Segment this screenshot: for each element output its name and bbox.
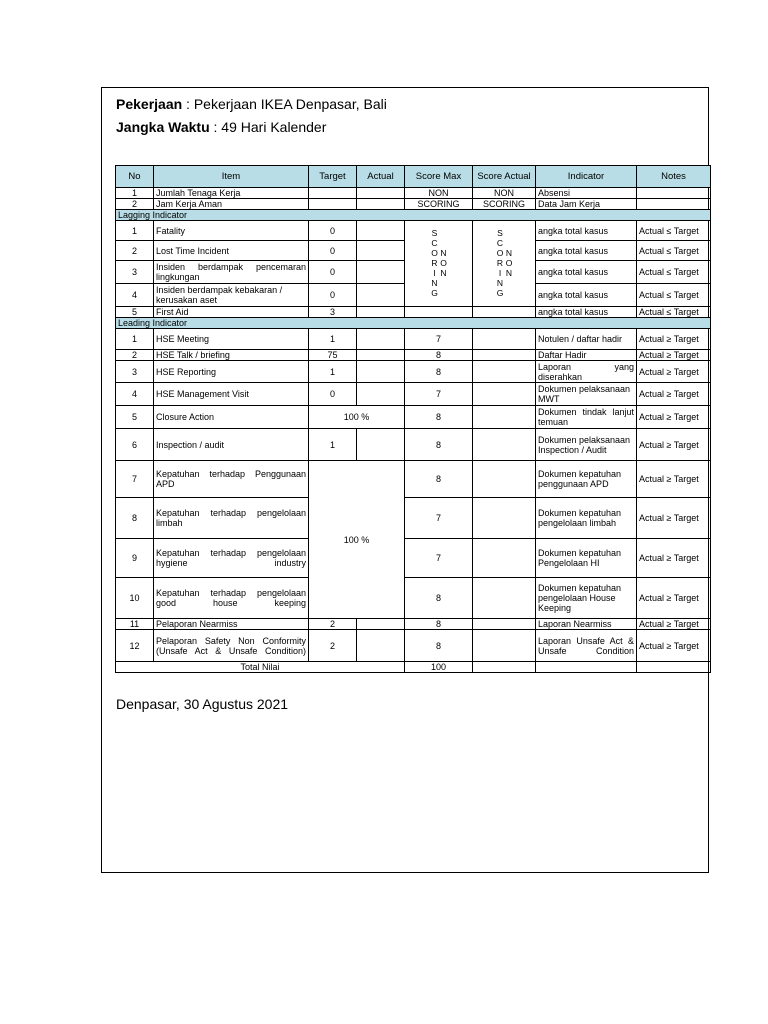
pekerjaan-value: : Pekerjaan IKEA Denpasar, Bali: [182, 96, 387, 112]
cell-indicator: Daftar Hadir: [536, 350, 637, 361]
cell-no: 1: [116, 329, 154, 350]
cell-actual: [357, 350, 405, 361]
cell-notes: Actual ≥ Target: [637, 429, 711, 461]
cell-item: Insiden berdampak pencemaran lingkungan: [154, 261, 309, 284]
section-row-leading: [116, 318, 711, 329]
section-title: Leading Indicator: [116, 318, 711, 329]
cell-item: HSE Meeting: [154, 329, 309, 350]
pekerjaan-line: [116, 96, 387, 112]
cell-score-actual: [473, 350, 536, 361]
cell-no: 5: [116, 307, 154, 318]
col-header-item: Item: [154, 166, 309, 188]
cell-indicator: [536, 662, 637, 673]
cell-actual: [357, 241, 405, 261]
cell-score-max: [405, 307, 473, 318]
cell-indicator: angka total kasus: [536, 261, 637, 284]
cell-actual: [357, 630, 405, 662]
cell-item: Kepatuhan terhadap pengelolaan limbah: [154, 498, 309, 539]
cell-notes: Actual ≤ Target: [637, 261, 711, 284]
col-header-notes: Notes: [637, 166, 711, 188]
cell-actual: [357, 261, 405, 284]
cell-no: 10: [116, 578, 154, 619]
cell-score-actual-non-scoring: [473, 221, 536, 307]
cell-notes: Actual ≥ Target: [637, 406, 711, 429]
place-date: Denpasar, 30 Agustus 2021: [116, 696, 289, 712]
cell-actual: [357, 619, 405, 630]
cell-target: [309, 199, 357, 210]
table-row: [116, 578, 711, 619]
cell-no: 8: [116, 498, 154, 539]
cell-item: Kepatuhan terhadap pengelolaan hygiene industry: [154, 539, 309, 578]
cell-target: 1: [309, 429, 357, 461]
section-row-lagging: [116, 210, 711, 221]
cell-notes: Actual ≥ Target: [637, 578, 711, 619]
cell-score-actual: SCORING: [473, 199, 536, 210]
cell-score-max-non-scoring: [405, 221, 473, 307]
table-row: [116, 461, 711, 498]
cell-score-max: 7: [405, 383, 473, 406]
cell-notes: Actual ≥ Target: [637, 498, 711, 539]
col-header-no: No: [116, 166, 154, 188]
cell-actual: [357, 361, 405, 383]
cell-score-max: 8: [405, 619, 473, 630]
cell-no: 4: [116, 383, 154, 406]
jangka-waktu-value: : 49 Hari Kalender: [209, 119, 327, 135]
section-title: Lagging Indicator: [116, 210, 711, 221]
col-header-score-actual: Score Actual: [473, 166, 536, 188]
cell-score-max: 8: [405, 429, 473, 461]
col-header-target: Target: [309, 166, 357, 188]
cell-item: HSE Management Visit: [154, 383, 309, 406]
cell-actual: [357, 199, 405, 210]
cell-notes: [637, 199, 711, 210]
cell-target-merged: 100 %: [309, 461, 405, 619]
cell-item: Jumlah Tenaga Kerja: [154, 188, 309, 199]
cell-score-max: SCORING: [405, 199, 473, 210]
cell-notes: Actual ≥ Target: [637, 329, 711, 350]
table-row: [116, 221, 711, 241]
table-row: [116, 498, 711, 539]
cell-score-actual: [473, 461, 536, 498]
cell-target: 100 %: [309, 406, 405, 429]
cell-actual: [357, 188, 405, 199]
cell-target: 0: [309, 221, 357, 241]
cell-notes: Actual ≥ Target: [637, 350, 711, 361]
cell-score-actual: [473, 383, 536, 406]
col-header-actual: Actual: [357, 166, 405, 188]
jangka-waktu-line: [116, 119, 326, 135]
cell-no: 12: [116, 630, 154, 662]
cell-score-max: 8: [405, 578, 473, 619]
cell-indicator: angka total kasus: [536, 241, 637, 261]
cell-indicator: angka total kasus: [536, 221, 637, 241]
cell-item: Insiden berdampak kebakaran / kerusakan aset: [154, 284, 309, 307]
cell-score-actual: [473, 307, 536, 318]
cell-indicator: Laporan yang diserahkan: [536, 361, 637, 383]
cell-score-actual: [473, 662, 536, 673]
cell-no: 2: [116, 241, 154, 261]
cell-notes: [637, 188, 711, 199]
cell-actual: [357, 383, 405, 406]
cell-score-actual: [473, 630, 536, 662]
cell-item: Pelaporan Nearmiss: [154, 619, 309, 630]
cell-notes: Actual ≥ Target: [637, 383, 711, 406]
cell-notes: Actual ≥ Target: [637, 539, 711, 578]
table-row: [116, 619, 711, 630]
cell-target: 2: [309, 619, 357, 630]
cell-no: 6: [116, 429, 154, 461]
cell-no: 7: [116, 461, 154, 498]
cell-no: 1: [116, 221, 154, 241]
cell-indicator: Dokumen kepatuhan pengelolaan limbah: [536, 498, 637, 539]
cell-notes: Actual ≥ Target: [637, 461, 711, 498]
cell-notes: Actual ≥ Target: [637, 630, 711, 662]
cell-target: 1: [309, 329, 357, 350]
cell-target: 3: [309, 307, 357, 318]
cell-score-max: NON: [405, 188, 473, 199]
cell-score-actual: NON: [473, 188, 536, 199]
table-header-row: [116, 166, 711, 188]
cell-score-max: 7: [405, 498, 473, 539]
cell-score-max: 8: [405, 630, 473, 662]
cell-target: 0: [309, 241, 357, 261]
cell-indicator: Absensi: [536, 188, 637, 199]
cell-target: 0: [309, 261, 357, 284]
cell-notes: Actual ≤ Target: [637, 284, 711, 307]
table-row: [116, 329, 711, 350]
cell-notes: [637, 662, 711, 673]
cell-actual: [357, 429, 405, 461]
cell-item: Closure Action: [154, 406, 309, 429]
cell-notes: Actual ≤ Target: [637, 307, 711, 318]
cell-indicator: Laporan Nearmiss: [536, 619, 637, 630]
total-label: Total Nilai: [116, 662, 405, 673]
cell-indicator: Dokumen pelaksanaan Inspection / Audit: [536, 429, 637, 461]
cell-score-actual: [473, 619, 536, 630]
col-header-indicator: Indicator: [536, 166, 637, 188]
cell-no: 9: [116, 539, 154, 578]
cell-item: Kepatuhan terhadap Penggunaan APD: [154, 461, 309, 498]
cell-notes: Actual ≥ Target: [637, 619, 711, 630]
cell-score-max: 8: [405, 461, 473, 498]
cell-target: 1: [309, 361, 357, 383]
cell-no: 11: [116, 619, 154, 630]
cell-indicator: Laporan Unsafe Act & Unsafe Condition: [536, 630, 637, 662]
cell-item: HSE Talk / briefing: [154, 350, 309, 361]
cell-notes: Actual ≤ Target: [637, 241, 711, 261]
table-row: [116, 539, 711, 578]
cell-item: Inspection / audit: [154, 429, 309, 461]
cell-indicator: Data Jam Kerja: [536, 199, 637, 210]
total-value: 100: [405, 662, 473, 673]
table-row: [116, 406, 711, 429]
table-row: [116, 307, 711, 318]
cell-actual: [357, 307, 405, 318]
cell-notes: Actual ≤ Target: [637, 221, 711, 241]
cell-no: 1: [116, 188, 154, 199]
cell-indicator: angka total kasus: [536, 284, 637, 307]
non-scoring-label: NON SCORING: [495, 227, 514, 298]
cell-actual: [357, 284, 405, 307]
cell-score-max: 7: [405, 329, 473, 350]
cell-indicator: Dokumen tindak lanjut temuan: [536, 406, 637, 429]
cell-actual: [357, 221, 405, 241]
table-row: [116, 188, 711, 199]
col-header-score-max: Score Max: [405, 166, 473, 188]
cell-no: 4: [116, 284, 154, 307]
cell-score-max: 8: [405, 361, 473, 383]
table-row: [116, 361, 711, 383]
cell-target: 75: [309, 350, 357, 361]
cell-indicator: Dokumen kepatuhan pengelolaan House Keeping: [536, 578, 637, 619]
cell-item: Jam Kerja Aman: [154, 199, 309, 210]
cell-score-actual: [473, 361, 536, 383]
cell-target: [309, 188, 357, 199]
cell-item: Fatality: [154, 221, 309, 241]
table-row: [116, 199, 711, 210]
table-row: [116, 630, 711, 662]
non-scoring-label: NON SCORING: [429, 227, 449, 298]
cell-item: Pelaporan Safety Non Conformity (Unsafe Act & Unsafe Condition): [154, 630, 309, 662]
cell-score-actual: [473, 539, 536, 578]
cell-indicator: Dokumen pelaksanaan MWT: [536, 383, 637, 406]
cell-item: First Aid: [154, 307, 309, 318]
hse-performance-table: [115, 165, 711, 673]
cell-no: 3: [116, 361, 154, 383]
cell-indicator: Notulen / daftar hadir: [536, 329, 637, 350]
cell-score-max: 7: [405, 539, 473, 578]
cell-no: 3: [116, 261, 154, 284]
cell-score-actual: [473, 578, 536, 619]
cell-indicator: Dokumen kepatuhan Pengelolaan HI: [536, 539, 637, 578]
cell-target: 2: [309, 630, 357, 662]
pekerjaan-label: Pekerjaan: [116, 96, 183, 112]
cell-score-actual: [473, 329, 536, 350]
cell-no: 5: [116, 406, 154, 429]
cell-item: HSE Reporting: [154, 361, 309, 383]
cell-notes: Actual ≥ Target: [637, 361, 711, 383]
table-row: [116, 429, 711, 461]
cell-score-actual: [473, 498, 536, 539]
cell-score-actual: [473, 406, 536, 429]
cell-actual: [357, 329, 405, 350]
cell-target: 0: [309, 383, 357, 406]
cell-no: 2: [116, 350, 154, 361]
cell-score-actual: [473, 429, 536, 461]
cell-indicator: Dokumen kepatuhan penggunaan APD: [536, 461, 637, 498]
table-row: [116, 383, 711, 406]
cell-item: Lost Time Incident: [154, 241, 309, 261]
cell-no: 2: [116, 199, 154, 210]
cell-score-max: 8: [405, 350, 473, 361]
cell-indicator: angka total kasus: [536, 307, 637, 318]
total-row: [116, 662, 711, 673]
jangka-waktu-label: Jangka Waktu: [116, 119, 210, 135]
cell-item: Kepatuhan terhadap pengelolaan good house keeping: [154, 578, 309, 619]
cell-score-max: 8: [405, 406, 473, 429]
table-row: [116, 350, 711, 361]
cell-target: 0: [309, 284, 357, 307]
